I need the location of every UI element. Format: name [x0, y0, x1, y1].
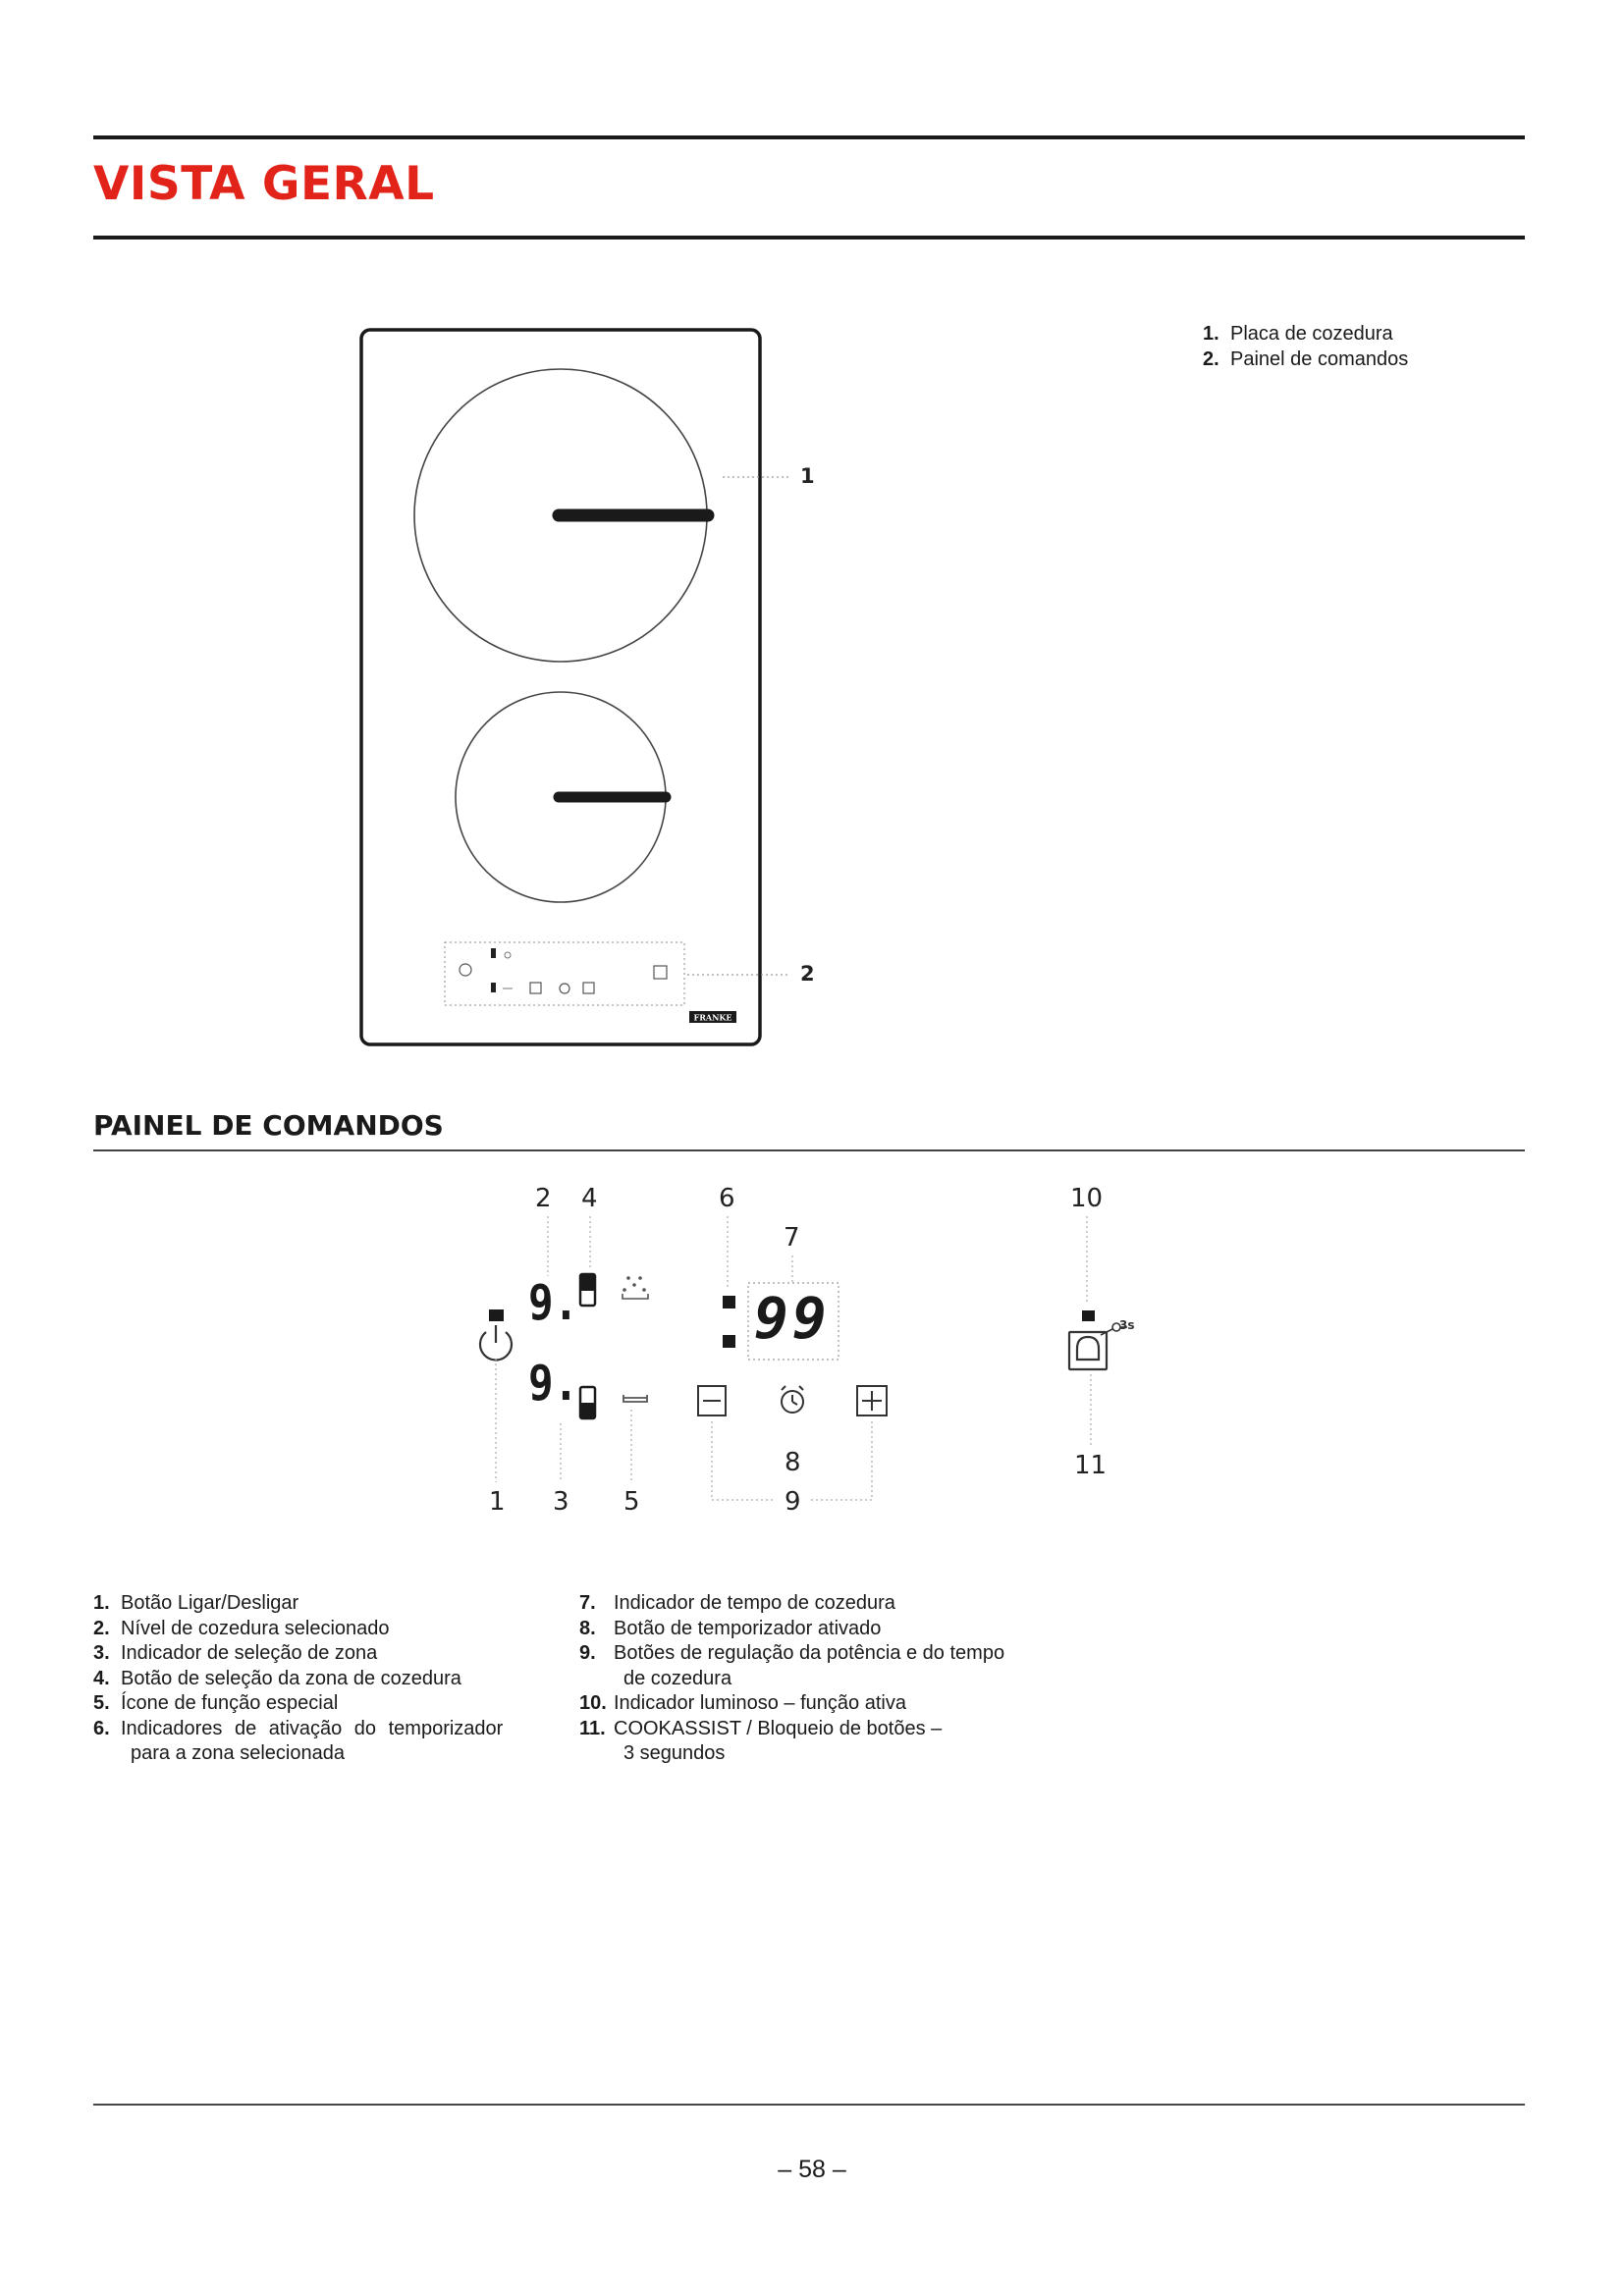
panel-legend-left [93, 1591, 545, 1767]
list-item: 9. Botões de regulação da potência e do tempo de cozedura [579, 1642, 1005, 1689]
list-item: 10. Indicador luminoso – função ativa [579, 1692, 906, 1714]
minus-icon [698, 1386, 726, 1415]
list-item: 3. Indicador de seleção de zona [93, 1642, 378, 1664]
page-title: VISTA GERAL [93, 157, 435, 211]
timer-indicator-bottom [723, 1335, 735, 1348]
brand-logo: FRANKE [693, 1012, 732, 1023]
callout-3: 3 [553, 1487, 569, 1517]
callout-10: 10 [1070, 1184, 1104, 1213]
list-item: 2. Painel de comandos [1203, 347, 1409, 370]
callout-8: 8 [785, 1448, 801, 1477]
cooking-time-display: 99 [754, 1285, 831, 1352]
plus-icon [857, 1386, 887, 1415]
callout-9: 9 [785, 1487, 801, 1517]
list-item: 11. COOKASSIST / Bloqueio de botões – 3 segundos [579, 1717, 943, 1764]
power-icon [480, 1325, 512, 1360]
lock-duration-label: 3s [1119, 1318, 1135, 1332]
cookassist-icon [1069, 1332, 1107, 1369]
list-item: 8. Botão de temporizador ativado [579, 1617, 882, 1639]
timer-icon [782, 1386, 803, 1413]
callout-6: 6 [719, 1184, 735, 1213]
callout-hob: 1 [800, 464, 815, 488]
list-item: 4. Botão de seleção da zona de cozedura [93, 1667, 461, 1689]
list-item: 1. Placa de cozedura [1203, 323, 1393, 345]
power-indicator-led [489, 1309, 504, 1321]
page-number: – 58 – [778, 2156, 846, 2183]
list-item: 7. Indicador de tempo de cozedura [579, 1592, 895, 1614]
callout-panel: 2 [800, 962, 815, 986]
callout-5: 5 [623, 1487, 640, 1517]
list-item: 6. Indicadores de ativação do temporizador para a zona selecionada [93, 1717, 504, 1764]
cooking-level-bottom: 9. [528, 1355, 579, 1412]
list-item: 2. Nível de cozedura selecionado [93, 1617, 390, 1639]
section-title: PAINEL DE COMANDOS [93, 1109, 444, 1142]
list-item: 1. Botão Ligar/Desligar [93, 1592, 299, 1614]
callout-4: 4 [581, 1184, 598, 1213]
zone-indicator-top-fill [580, 1274, 595, 1291]
panel-legend-right [579, 1591, 1090, 1767]
keep-warm-icon [623, 1395, 647, 1402]
zone-indicator-bottom-fill [580, 1403, 595, 1418]
boost-icon [623, 1276, 648, 1299]
footer-rule [93, 2104, 1525, 2106]
callout-11: 11 [1074, 1451, 1108, 1480]
callout-7: 7 [784, 1223, 800, 1253]
list-item: 5. Ícone de função especial [93, 1692, 339, 1714]
function-active-led [1082, 1310, 1095, 1321]
callout-2: 2 [535, 1184, 552, 1213]
cooking-level-top: 9. [528, 1274, 579, 1331]
timer-indicator-top [723, 1296, 735, 1308]
callout-1: 1 [489, 1487, 506, 1517]
